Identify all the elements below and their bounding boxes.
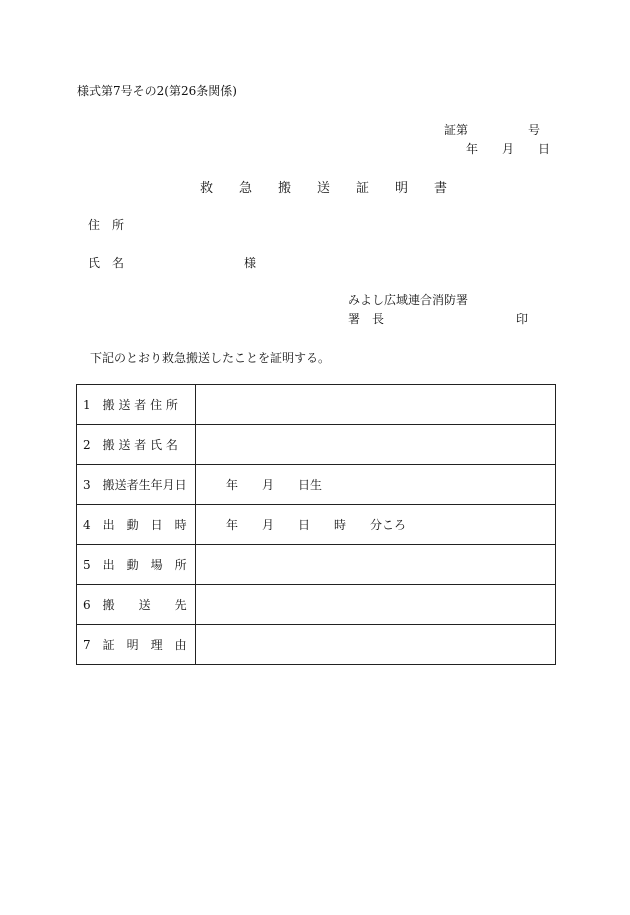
form-number: 様式第7号その2(第26条関係) xyxy=(77,84,237,98)
row-value-field xyxy=(196,585,556,625)
document-title: 救 急 搬 送 証 明 書 xyxy=(200,181,448,196)
table-row xyxy=(77,465,556,505)
row-label: 4 出 動 日 時 xyxy=(77,505,196,545)
certificate-date: 年 月 日 xyxy=(466,142,551,156)
row-label: 3 搬送者生年月日 xyxy=(77,465,196,505)
recipient-address-label: 住 所 xyxy=(88,218,125,232)
row-label: 1 搬 送 者 住 所 xyxy=(77,385,196,425)
row-value-field xyxy=(196,385,556,425)
row-value-field: 年 月 日 時 分ころ xyxy=(196,505,556,545)
row-label: 6 搬 送 先 xyxy=(77,585,196,625)
row-value-field xyxy=(196,545,556,585)
row-label: 7 証 明 理 由 xyxy=(77,625,196,665)
row-value-field xyxy=(196,425,556,465)
table-row xyxy=(77,385,556,425)
table-row xyxy=(77,505,556,545)
row-value-field: 年 月 日生 xyxy=(196,465,556,505)
certificate-number: 証第 号 xyxy=(444,123,541,137)
table-row xyxy=(77,625,556,665)
recipient-name-label: 氏 名 様 xyxy=(88,256,257,270)
table-row xyxy=(77,425,556,465)
certification-statement: 下記のとおり救急搬送したことを証明する。 xyxy=(90,351,331,365)
row-value-field xyxy=(196,625,556,665)
issuer-chief-seal: 署 長 印 xyxy=(348,312,529,326)
row-label: 5 出 動 場 所 xyxy=(77,545,196,585)
issuer-organization: みよし広域連合消防署 xyxy=(348,293,469,307)
table-row xyxy=(77,585,556,625)
row-label: 2 搬 送 者 氏 名 xyxy=(77,425,196,465)
certificate-table xyxy=(76,384,556,665)
table-row xyxy=(77,545,556,585)
